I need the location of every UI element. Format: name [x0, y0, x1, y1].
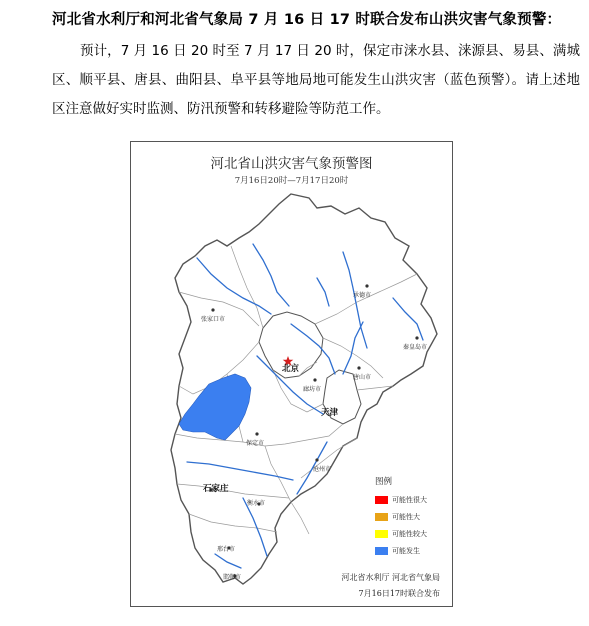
city-label-tianjin: 天津	[321, 408, 339, 418]
city-label-langfang: 廊坊市	[303, 386, 322, 393]
legend-swatch-red	[375, 496, 388, 504]
legend-item	[375, 525, 447, 542]
headline: 河北省水利厅和河北省气象局 7 月 16 日 17 时联合发布山洪灾害气象预警：	[52, 12, 562, 28]
legend-title: 图例	[375, 477, 393, 487]
announcement-paragraph	[52, 37, 580, 124]
city-label-cangzhou: 沧州市	[313, 466, 332, 473]
map-legend	[375, 475, 447, 559]
city-label-handan: 邯郸市	[223, 574, 242, 581]
legend-label: 可能性很大	[392, 495, 427, 504]
legend-swatch-yellow	[375, 530, 388, 538]
legend-label: 可能性大	[392, 512, 420, 521]
city-label-qinhuangdao: 秦皇岛市	[403, 344, 428, 351]
city-label-tangshan: 唐山市	[353, 374, 372, 381]
paragraph-text: 预计，7 月 16 日 20 时至 7 月 17 日 20 时，保定市涞水县、涞源县、易县、满城区、顺平县、唐县、曲阳县、阜平县等地局地可能发生山洪灾害（蓝色预警）。请上述地区注意做好实时监测、防汛预警和转移避险等防范工作。	[52, 43, 580, 117]
city-label-beijing: 北京	[282, 364, 300, 374]
city-label-baoding: 保定市	[246, 440, 265, 447]
map-subtitle: 7月16日20时—7月17日20时	[234, 176, 349, 186]
warning-map	[130, 141, 453, 607]
map-title: 河北省山洪灾害气象预警图	[210, 156, 373, 172]
issuer-line: 河北省水利厅 河北省气象局	[341, 573, 440, 582]
city-label-shijiazhuang: 石家庄	[203, 484, 229, 494]
city-label-xingtai: 邢台市	[217, 546, 236, 553]
city-label-chengde: 承德市	[353, 292, 372, 299]
city-label-hengshui: 衡水市	[247, 500, 266, 507]
legend-swatch-blue	[375, 547, 388, 555]
legend-swatch-orange	[375, 513, 388, 521]
legend-item	[375, 542, 447, 559]
city-label-zhangjiakou: 张家口市	[201, 316, 226, 323]
legend-label: 可能性较大	[392, 529, 427, 538]
legend-label: 可能发生	[392, 546, 420, 555]
legend-item	[375, 491, 447, 508]
issue-time-line: 7月16日17时联合发布	[358, 589, 440, 598]
legend-item	[375, 508, 447, 525]
